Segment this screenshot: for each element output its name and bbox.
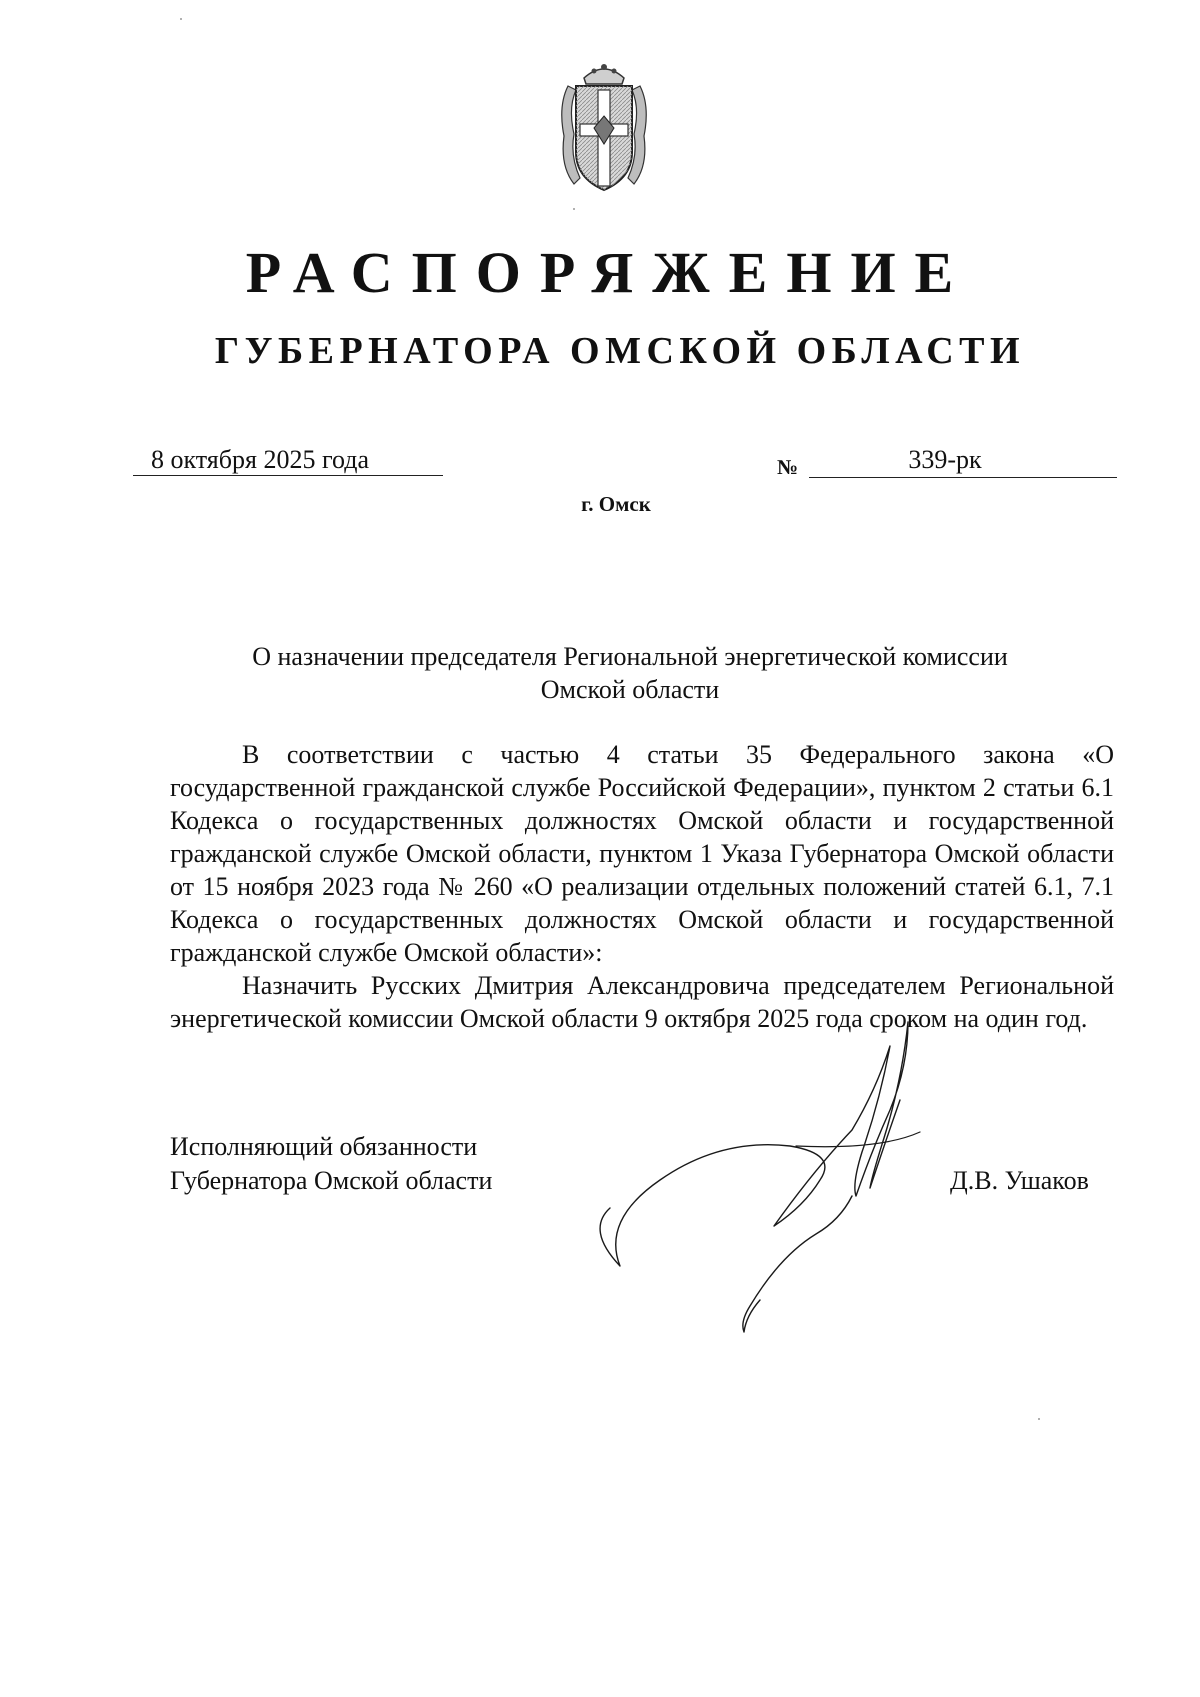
handwritten-signature-icon	[590, 1020, 1010, 1350]
scan-speck	[1038, 1418, 1040, 1420]
scan-speck	[573, 208, 575, 210]
body-paragraph-1: В соответствии с частью 4 статьи 35 Федерального закона «О государственной гражданской службе Российской Федерации», пунктом 2 статьи 6.1 Кодекса о государственных должностях Омской области и государственной гражданской службе Омской области, пунктом 1 Указа Губернатора Омской области от 15 ноября 2023 года № 260 «О реализации отдельных положений статей 6.1, 7.1 Кодекса о государственных должностях Омской области и государственной гражданской службе Омской области»:	[170, 740, 1114, 967]
coat-of-arms-icon	[554, 56, 654, 198]
signatory-role	[170, 1130, 492, 1198]
document-body	[170, 738, 1114, 1035]
number-value: 339-рк	[908, 445, 982, 474]
scan-speck	[180, 18, 182, 20]
document-number	[777, 444, 1117, 484]
body-paragraph-2: Назначить Русских Дмитрия Александровича председателем Региональной энергетической комиссии Омской области 9 октября 2025 года сроком на один год.	[170, 971, 1114, 1033]
subject-line-2: Омской области	[540, 675, 720, 704]
subject-line-1: О назначении председателя Региональной энергетической комиссии	[252, 642, 1008, 671]
document-subtitle: ГУБЕРНАТОРА ОМСКОЙ ОБЛАСТИ	[214, 330, 1026, 372]
signatory-role-line-2: Губернатора Омской области	[170, 1166, 493, 1195]
number-underline	[809, 477, 1117, 478]
date-value: 8 октября 2025 года	[151, 445, 369, 474]
document-title: РАСПОРЯЖЕНИЕ	[245, 240, 973, 305]
number-sign: №	[777, 455, 799, 479]
date-underline	[133, 475, 443, 476]
document-subject	[170, 640, 1090, 706]
signatory-role-line-1: Исполняющий обязанности	[170, 1132, 478, 1161]
signatory-name: Д.В. Ушаков	[950, 1166, 1089, 1195]
city-label: г. Омск	[581, 492, 651, 516]
